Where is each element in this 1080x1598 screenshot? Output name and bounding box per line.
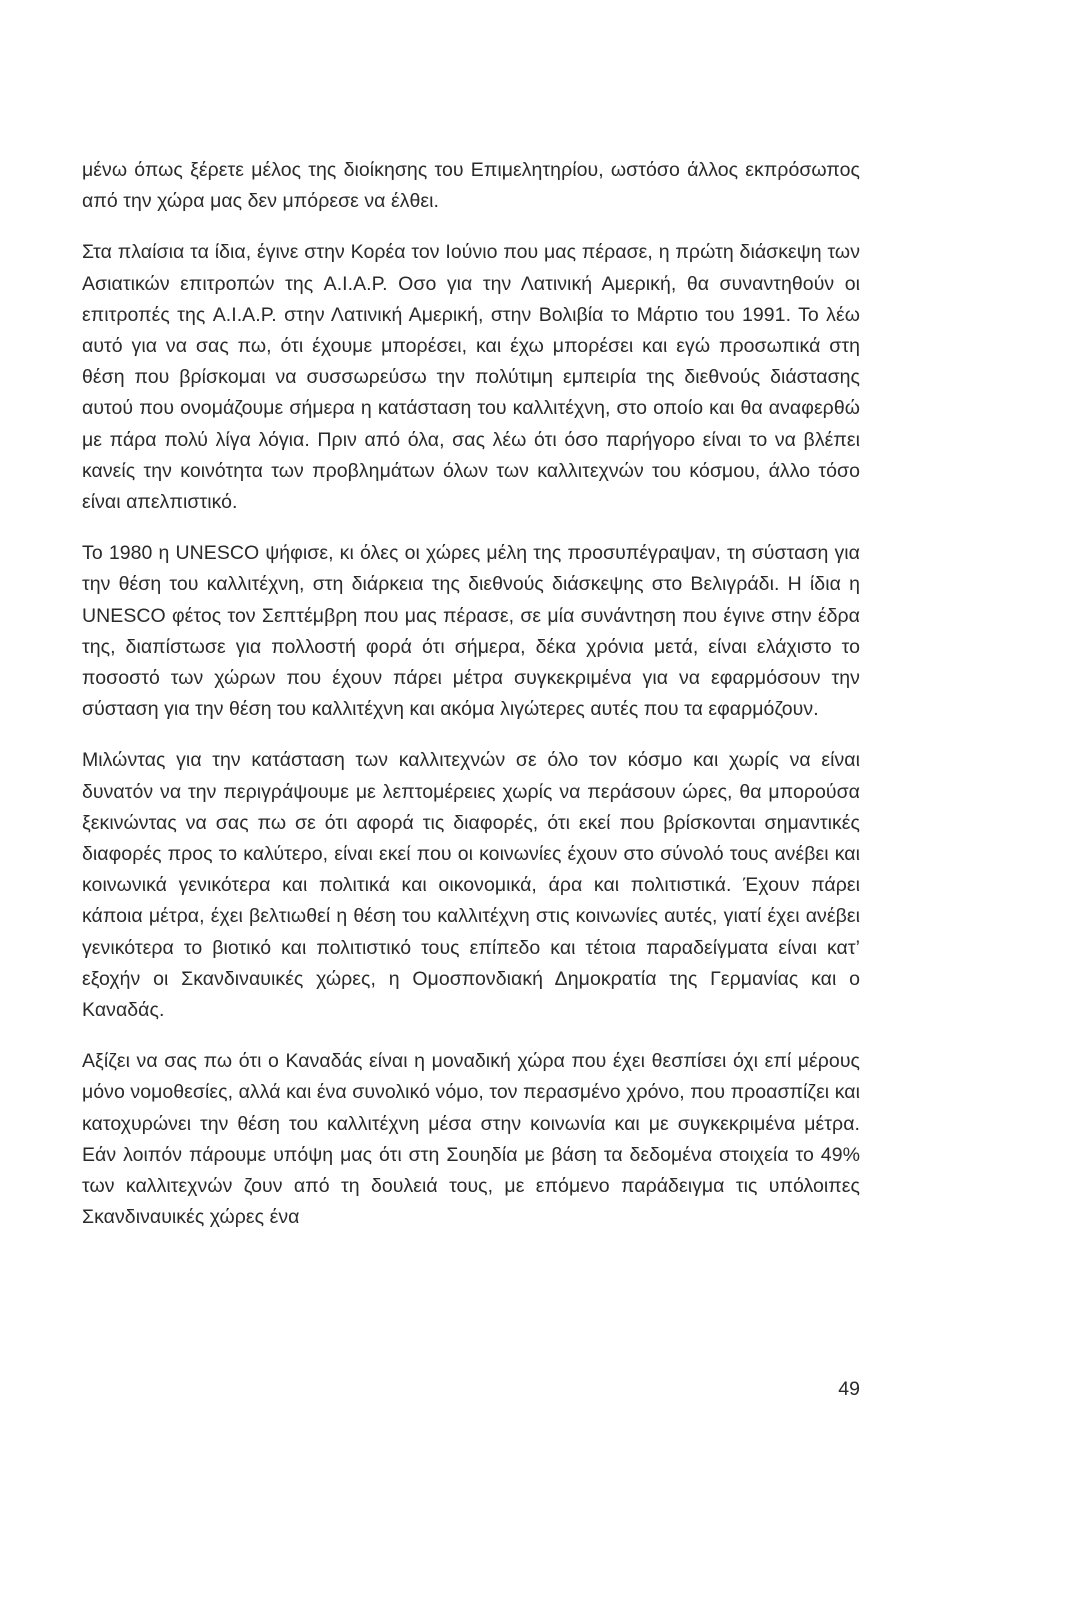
page-number: 49 (838, 1378, 860, 1400)
page-body (82, 155, 860, 1234)
paragraph: Το 1980 η UNESCO ψήφισε, κι όλες οι χώρες μέλη της προσυπέγραψαν, τη σύσταση για την θέση του καλλιτέχνη, στη διάρκεια της διεθνούς διάσκεψης στο Βελιγράδι. Η ίδια η UNESCO φέτος τον Σεπτέμβρη που μας πέρασε, σε μία συνάντηση που έγινε στην έδρα της, διαπίστωσε για πολλοστή φορά ότι σήμερα, δέκα χρόνια μετά, είναι ελάχιστο το ποσοστό των χώρων που έχουν πάρει μέτρα συγκεκριμένα για να εφαρμόσουν την σύσταση για την θέση του καλλιτέχνη και ακόμα λιγώτερες αυτές που τα εφαρμόζουν. (82, 542, 860, 721)
paragraph: Στα πλαίσια τα ίδια, έγινε στην Κορέα τον Ιούνιο που μας πέρασε, η πρώτη διάσκεψη των Ασιατικών επιτροπών της A.I.A.P. Οσο για την Λατινική Αμερική, θα συναντηθούν οι επιτροπές της A.I.A.P. στην Λατινική Αμερική, στην Βολιβία το Μάρτιο του 1991. Το λέω αυτό για να σας πω, ότι έχουμε μπορέσει, και έχω μπορέσει και εγώ προσωπικά στη θέση που βρίσκομαι να συσσωρεύσω την πολύτιμη εμπειρία της διεθνούς διάστασης αυτού που ονομάζουμε σήμερα η κατάσταση του καλλιτέχνη, στο οποίο και θα αναφερθώ με πάρα πολύ λίγα λόγια. Πριν από όλα, σας λέω ότι όσο παρήγορο είναι το να βλέπει κανείς την κοινότητα των προβλημάτων όλων των καλλιτεχνών του κόσμου, άλλο τόσο είναι απελπιστικό. (82, 241, 860, 514)
paragraph: μένω όπως ξέρετε μέλος της διοίκησης του Επιμελητηρίου, ωστόσο άλλος εκπρόσωπος από την χώρα μας δεν μπόρεσε να έλθει. (82, 159, 860, 213)
paragraph: Μιλώντας για την κατάσταση των καλλιτεχνών σε όλο τον κόσμο και χωρίς να είναι δυνατόν να την περιγράψουμε με λεπτομέρειες χωρίς να περάσουν ώρες, θα μπορούσα ξεκινώντας να σας πω σε ότι αφορά τις διαφορές, ότι εκεί που βρίσκονται σημαντικές διαφορές προς το καλύτερο, είναι εκεί που οι κοινωνίες έχουν στο σύνολό τους ανέβει και κοινωνικά γενικότερα και πολιτικά και οικονομικά, άρα και πολιτιστικά. Έχουν πάρει κάποια μέτρα, έχει βελτιωθεί η θέση του καλλιτέχνη στις κοινωνίες αυτές, γιατί έχει ανέβει γενικότερα το βιοτικό και πολιτιστικό τους επίπεδο και τέτοια παραδείγματα είναι κατ’ εξοχήν οι Σκανδιναυικές χώρες, η Ομοσπονδιακή Δημοκρατία της Γερμανίας και ο Καναδάς. (82, 749, 860, 1022)
paragraph: Αξίζει να σας πω ότι ο Καναδάς είναι η μοναδική χώρα που έχει θεσπίσει όχι επί μέρους μόνο νομοθεσίες, αλλά και ένα συνολικό νόμο, τον περασμένο χρόνο, που προασπίζει και κατοχυρώνει την θέση του καλλιτέχνη μέσα στην κοινωνία και με συγκεκριμένα μέτρα. Εάν λοιπόν πάρουμε υπόψη μας ότι στη Σουηδία με βάση τα δεδομένα στοιχεία το 49% των καλλιτεχνών ζουν από τη δουλειά τους, με επόμενο παράδειγμα τις υπόλοιπες Σκανδιναυικές χώρες ένα (82, 1050, 860, 1229)
